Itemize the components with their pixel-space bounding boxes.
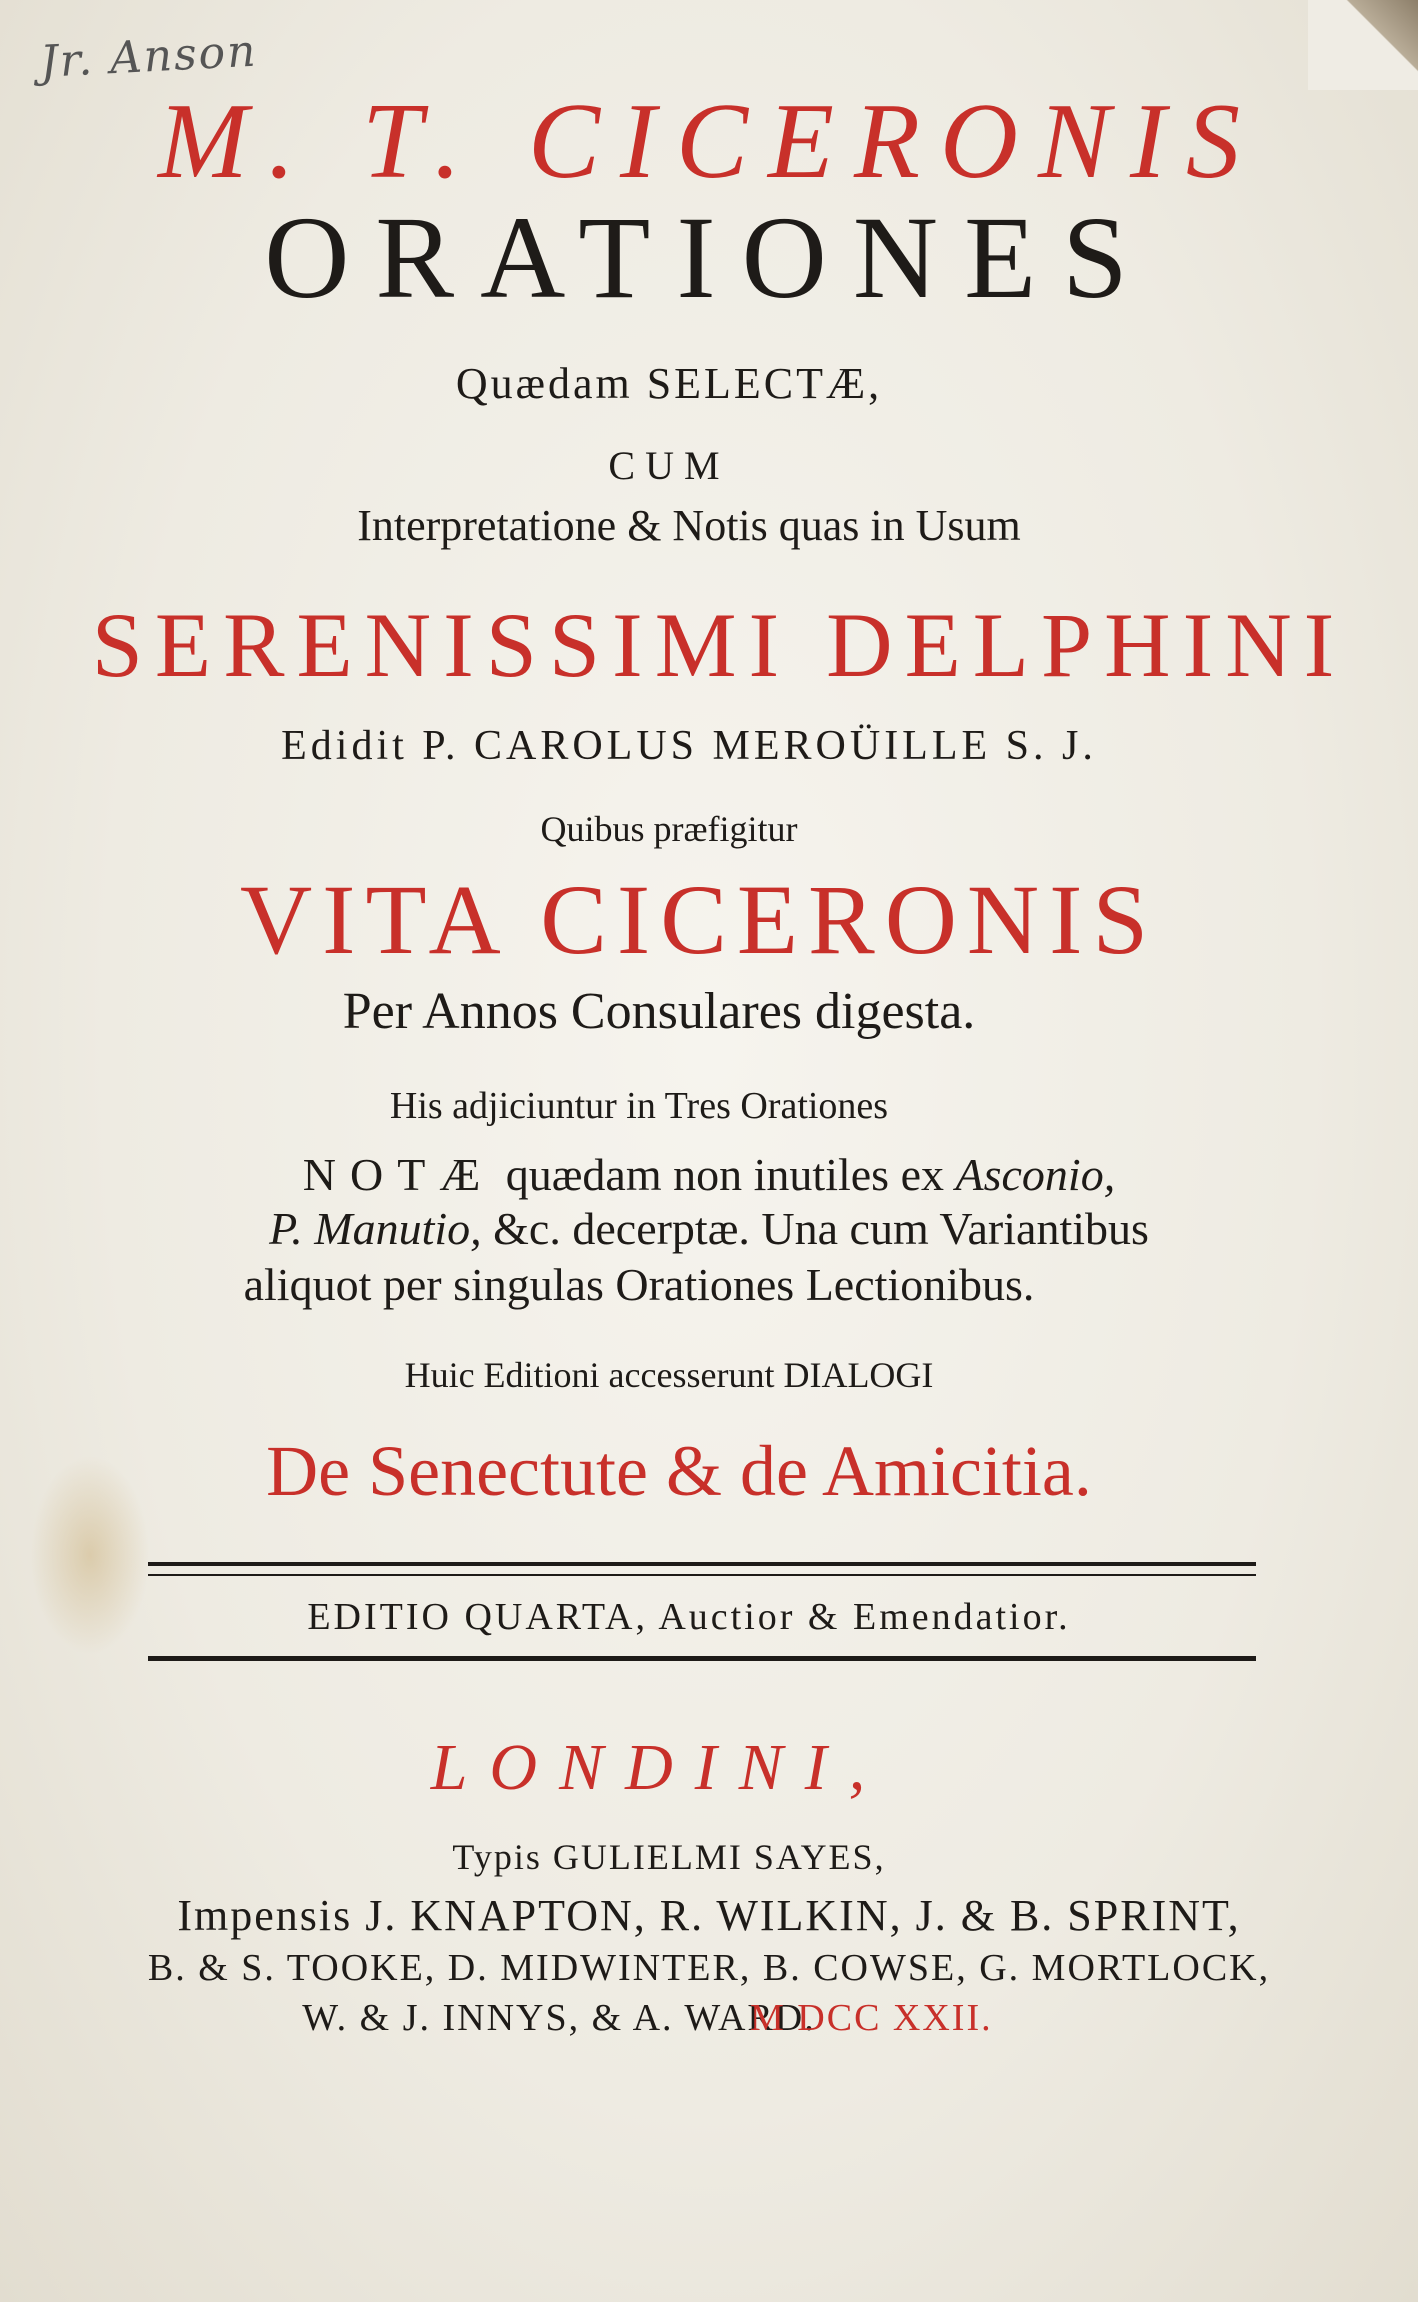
owner-signature: Jr. Anson <box>38 25 259 88</box>
asconio-word: Asconio, <box>955 1149 1116 1200</box>
imprint-booksellers-3: W. & J. INNYS, & A. WARD. <box>302 1997 816 2039</box>
prefix-line: Quibus præfigitur <box>540 809 798 849</box>
imprint-booksellers-2: B. & S. TOOKE, D. MIDWINTER, B. COWSE, G. MORTLOCK, <box>147 1947 1271 1989</box>
imprint-date: M DCC XXII. <box>750 1997 993 2039</box>
manutio-word: P. Manutio, <box>269 1203 482 1254</box>
rule-top-thin <box>148 1574 1256 1576</box>
work-title: ORATIONES <box>264 192 1154 323</box>
torn-corner <box>1308 0 1418 90</box>
aliquot-line: aliquot per singulas Orationes Lectionibus. <box>243 1259 1035 1310</box>
imprint-booksellers-1: Impensis J. KNAPTON, R. WILKIN, J. & B. SPRINT, <box>177 1891 1241 1940</box>
subtitle-line: Quædam SELECTÆ, <box>455 359 883 408</box>
vita-line: VITA CICERONIS <box>239 864 1159 975</box>
manutio-rest: &c. decerptæ. Una cum Variantibus <box>493 1203 1149 1254</box>
editor-line: Edidit P. CAROLUS MEROÜILLE S. J. <box>281 723 1097 769</box>
author-line: M. T. CICERONIS <box>158 82 1260 201</box>
cum-line: CUM <box>608 443 730 488</box>
interpretation-line: Interpretatione & Notis quas in Usum <box>357 501 1021 550</box>
rule-bottom <box>148 1656 1256 1661</box>
rule-top-thick <box>148 1562 1256 1566</box>
vita-subtitle: Per Annos Consulares digesta. <box>342 983 976 1040</box>
his-line: His adjiciuntur in Tres Orationes <box>389 1085 889 1127</box>
notae-line <box>0 1148 1418 1201</box>
huic-line: Huic Editioni accesserunt DIALOGI <box>404 1355 934 1395</box>
edition-line: EDITIO QUARTA, Auctior & Emendatior. <box>307 1596 1071 1638</box>
imprint-printer: Typis GULIELMI SAYES, <box>452 1837 886 1877</box>
imprint-city: LONDINI, <box>430 1731 888 1804</box>
dialogues-line: De Senectute & de Amicitia. <box>266 1431 1092 1511</box>
notae-word: NOTÆ <box>302 1149 495 1200</box>
dedicatee-line: SERENISSIMI DELPHINI <box>91 594 1347 696</box>
notae-rest: quædam non inutiles ex <box>505 1149 944 1200</box>
manutio-line <box>0 1202 1418 1255</box>
